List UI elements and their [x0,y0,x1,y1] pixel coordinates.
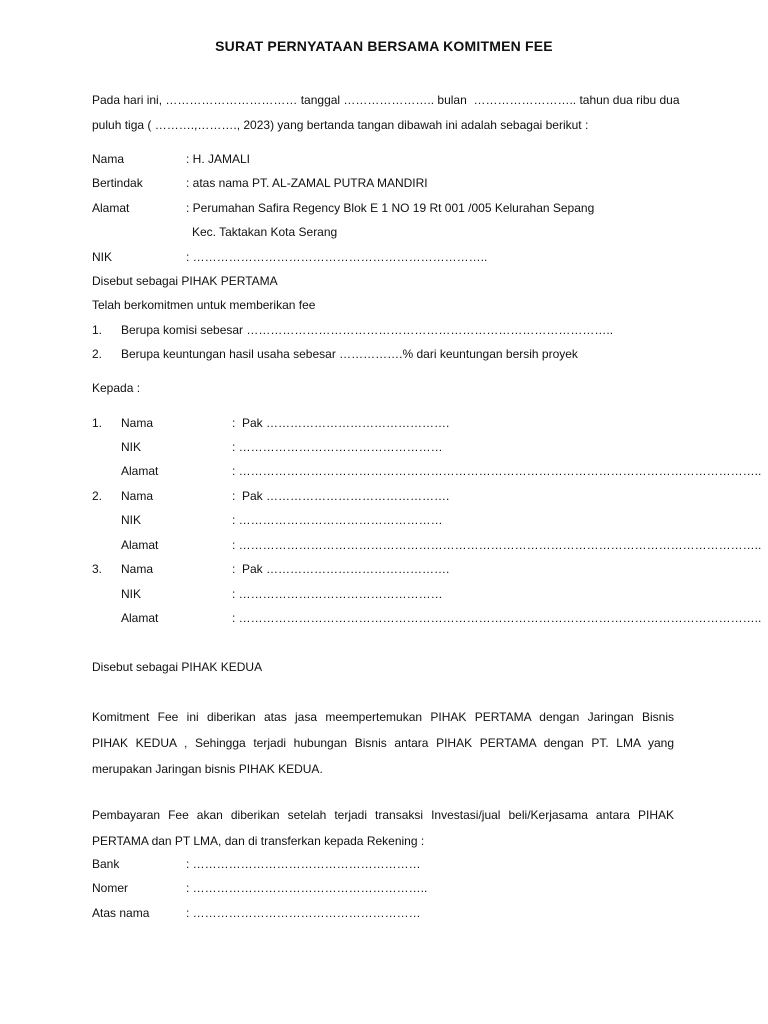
recipient-2-alamat-value: : ………………………………………………………………………………………………………………….. [232,538,762,552]
recipient-3-num: 3. [92,562,103,576]
commit-item-1-num: 1. [92,323,103,337]
party1-bertindak-label: Bertindak [92,176,143,190]
party1-alamat-value-2: Kec. Taktakan Kota Serang [192,225,338,239]
atas-nama-label: Atas nama [92,906,150,920]
komitmen-line-1: Komitment Fee ini diberikan atas jasa meempertemukan PIHAK PERTAMA dengan Jaringan Bisnis [92,710,674,724]
intro-line-2: puluh tiga ( ……….,………., 2023) yang bertanda tangan dibawah ini adalah sebagai berikut : [92,118,589,132]
document-title: SURAT PERNYATAAN BERSAMA KOMITMEN FEE [215,38,553,54]
recipient-3-alamat-value: : ………………………………………………………………………………………………………………….. [232,611,762,625]
recipient-2-nama-label: Nama [121,489,154,503]
commit-item-2-num: 2. [92,347,103,361]
recipient-1-nama-value: : Pak ………………………………………. [232,416,450,430]
recipient-2-num: 2. [92,489,103,503]
recipient-1-nama-label: Nama [121,416,154,430]
komitmen-line-3: merupakan Jaringan bisnis PIHAK KEDUA. [92,762,323,776]
commit-heading: Telah berkomitmen untuk memberikan fee [92,298,316,312]
recipient-2-alamat-label: Alamat [121,538,159,552]
commit-item-1-text: Berupa komisi sebesar ……………………………………………………………………………….. [121,323,614,337]
kepada-label: Kepada : [92,381,141,395]
nomer-value: : ………………………………………………….. [186,881,428,895]
recipient-2-nik-label: NIK [121,513,142,527]
recipient-1-nik-value: : …………………………………………… [232,440,443,454]
commit-item-2-text: Berupa keuntungan hasil usaha sebesar …………….% dari keuntungan bersih proyek [121,347,578,361]
party1-bertindak-value: : atas nama PT. AL-ZAMAL PUTRA MANDIRI [186,176,428,190]
recipient-3-alamat-label: Alamat [121,611,159,625]
party1-nik-label: NIK [92,250,113,264]
party1-nama-value: : H. JAMALI [186,152,251,166]
party1-nama-label: Nama [92,152,125,166]
party1-alamat-value: : Perumahan Safira Regency Blok E 1 NO 19 Rt 001 /005 Kelurahan Sepang [186,201,595,215]
recipient-3-nama-value: : Pak ………………………………………. [232,562,450,576]
recipient-1-num: 1. [92,416,103,430]
bank-value: : ………………………………………………… [186,857,421,871]
party1-alamat-label: Alamat [92,201,130,215]
pembayaran-line-1: Pembayaran Fee akan diberikan setelah terjadi transaksi Investasi/jual beli/Kerjasama antara PIHAK [92,808,674,822]
pembayaran-paragraph [92,802,674,854]
intro-line-1: Pada hari ini, …………………………… tanggal ………………….. bulan …………………….. tahun dua ribu dua [92,93,680,107]
atas-nama-value: : ………………………………………………… [186,906,421,920]
pembayaran-line-2: PERTAMA dan PT LMA, dan di transferkan kepada Rekening : [92,834,425,848]
nomer-label: Nomer [92,881,129,895]
party2-disebut: Disebut sebagai PIHAK KEDUA [92,660,263,674]
recipient-2-nama-value: : Pak ………………………………………. [232,489,450,503]
party1-disebut: Disebut sebagai PIHAK PERTAMA [92,274,278,288]
party1-nik-value: : ……………………………………………………………….. [186,250,488,264]
recipient-1-alamat-value: : ………………………………………………………………………………………………………………….. [232,464,762,478]
komitmen-line-2: PIHAK KEDUA , Sehingga terjadi hubungan Bisnis antara PIHAK PERTAMA dengan PT. LMA yang [92,736,674,750]
recipient-1-nik-label: NIK [121,440,142,454]
komitmen-paragraph [92,704,674,782]
recipient-3-nama-label: Nama [121,562,154,576]
recipient-1-alamat-label: Alamat [121,464,159,478]
bank-label: Bank [92,857,120,871]
recipient-3-nik-label: NIK [121,587,142,601]
recipient-3-nik-value: : …………………………………………… [232,587,443,601]
recipient-2-nik-value: : …………………………………………… [232,513,443,527]
